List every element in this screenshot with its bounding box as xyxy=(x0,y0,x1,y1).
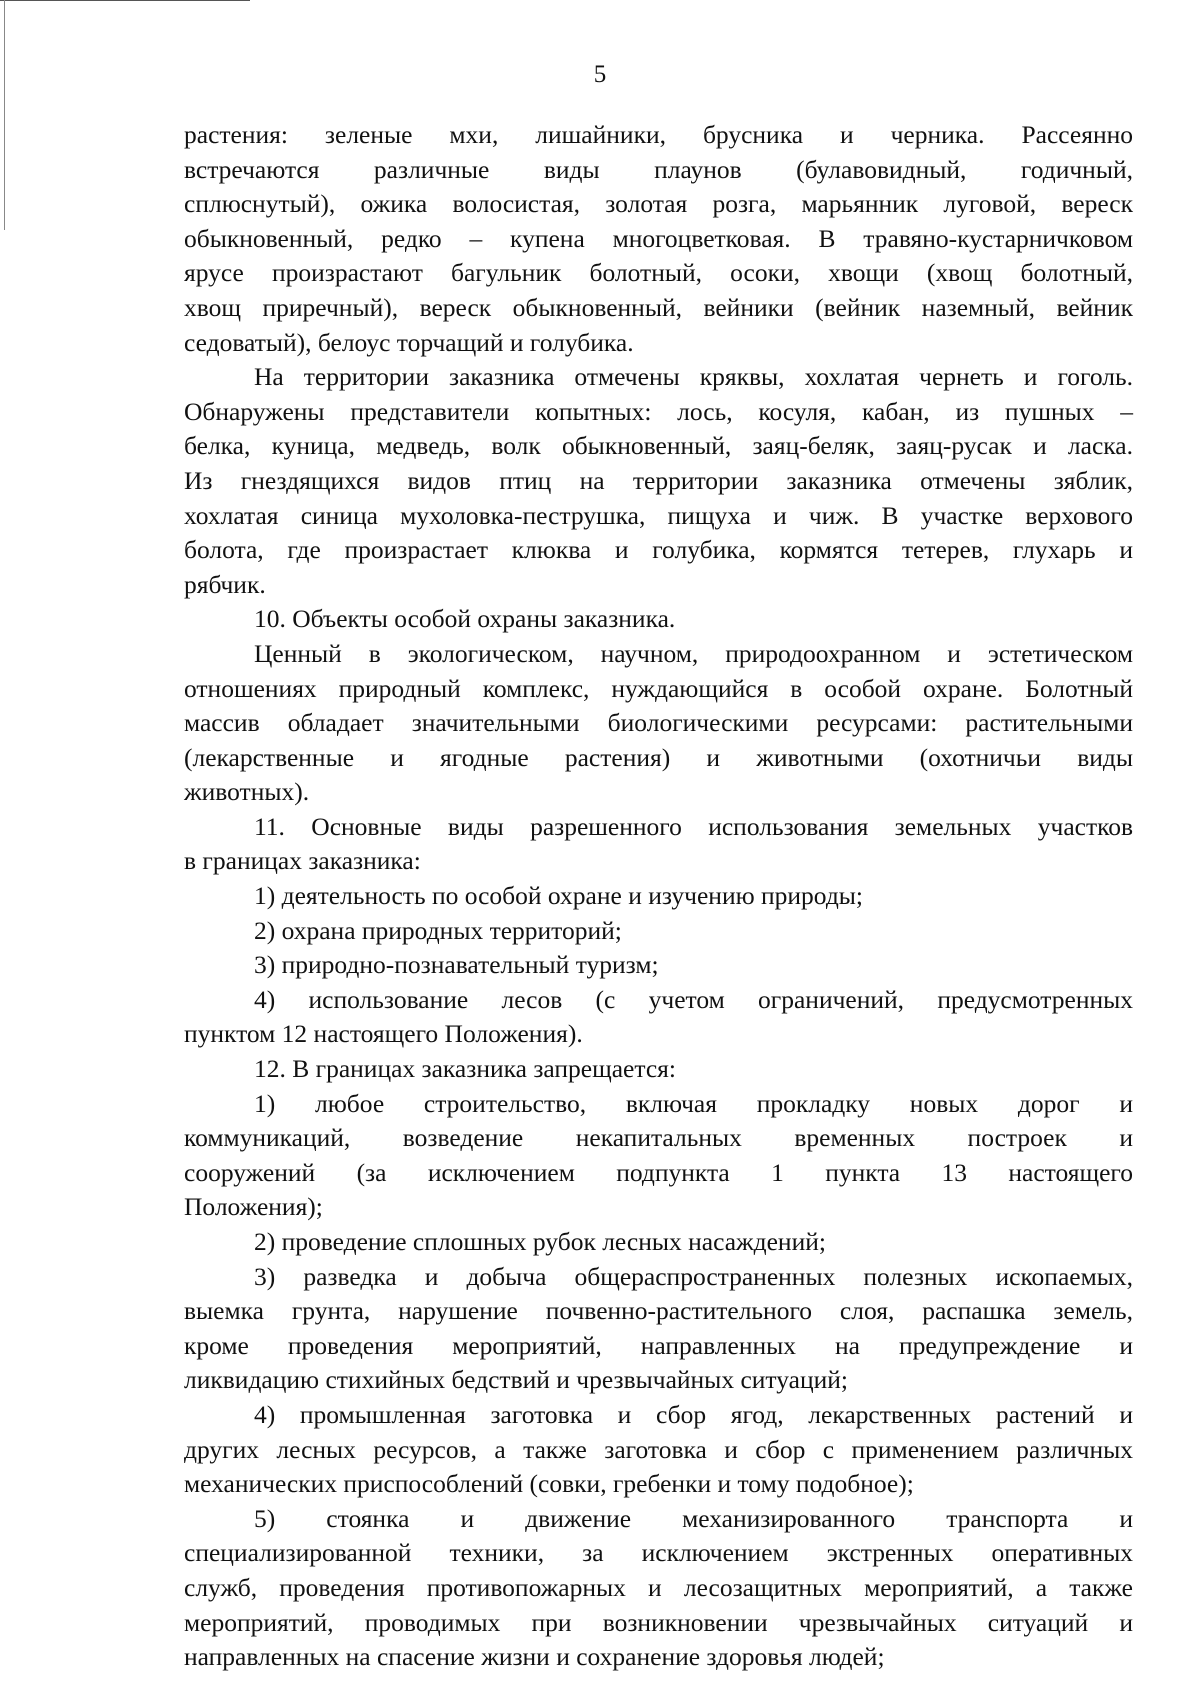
list-item xyxy=(184,1087,1133,1225)
text-line: специализированной техники, за исключением экстренных оперативных xyxy=(184,1538,1133,1568)
text-line: Положения); xyxy=(184,1192,323,1222)
list-item xyxy=(184,948,1133,983)
text-line: 4) использование лесов (с учетом ограничений, предусмотренных xyxy=(254,984,1133,1014)
text-line: седоватый), белоус торчащий и голубика. xyxy=(184,327,634,357)
text-line: Ценный в экологическом, научном, природоохранном и эстетическом xyxy=(254,638,1133,668)
text-line: Обнаружены представители копытных: лось, косуля, кабан, из пушных – xyxy=(184,396,1133,426)
list-item xyxy=(184,914,1133,949)
text-line: массив обладает значительными биологическими ресурсами: растительными xyxy=(184,708,1133,738)
text-line: 3) природно-познавательный туризм; xyxy=(254,950,659,980)
text-line: рябчик. xyxy=(184,569,266,599)
list-item xyxy=(184,879,1133,914)
text-line: служб, проведения противопожарных и лесозащитных мероприятий, а также xyxy=(184,1572,1133,1602)
text-line: 4) промышленная заготовка и сбор ягод, лекарственных растений и xyxy=(254,1399,1133,1429)
list-item xyxy=(184,983,1133,1052)
section-10-heading xyxy=(184,602,1133,637)
text-line: 11. Основные виды разрешенного использования земельных участков xyxy=(254,811,1133,841)
text-line: растения: зеленые мхи, лишайники, брусника и черника. Рассеянно xyxy=(184,120,1133,149)
list-item xyxy=(184,1398,1133,1502)
scan-edge-top xyxy=(0,0,250,1)
text-line: Из гнездящихся видов птиц на территории заказника отмечены зяблик, xyxy=(184,465,1133,495)
text-line: обыкновенный, редко – купена многоцветковая. В травяно-кустарничковом xyxy=(184,223,1133,253)
text-line: 10. Объекты особой охраны заказника. xyxy=(254,604,676,634)
text-line: механических приспособлений (совки, гребенки и тому подобное); xyxy=(184,1469,914,1499)
text-line: сооружений (за исключением подпункта 1 пункта 13 настоящего xyxy=(184,1157,1133,1187)
paragraph-flora xyxy=(184,118,1133,360)
text-line: направленных на спасение жизни и сохранение здоровья людей; xyxy=(184,1642,885,1672)
text-line: 1) деятельность по особой охране и изучению природы; xyxy=(254,881,864,911)
text-line: животных). xyxy=(184,777,310,807)
text-line: ярусе произрастают багульник болотный, осоки, хвощи (хвощ болотный, xyxy=(184,258,1133,288)
text-line: На территории заказника отмечены кряквы, хохлатая чернеть и гоголь. xyxy=(254,362,1133,392)
text-line: белка, куница, медведь, волк обыкновенный, заяц-беляк, заяц-русак и ласка. xyxy=(184,431,1133,461)
text-line: хохлатая синица мухоловка-пеструшка, пищуха и чиж. В участке верхового xyxy=(184,500,1133,530)
text-line: 2) охрана природных территорий; xyxy=(254,915,622,945)
text-line: 5) стоянка и движение механизированного транспорта и xyxy=(254,1503,1133,1533)
text-line: мероприятий, проводимых при возникновении чрезвычайных ситуаций и xyxy=(184,1607,1133,1637)
page-number: 5 xyxy=(593,61,607,88)
text-line: болота, где произрастает клюква и голубика, кормятся тетерев, глухарь и xyxy=(184,535,1133,565)
list-item xyxy=(184,1502,1133,1675)
text-line: коммуникаций, возведение некапитальных временных построек и xyxy=(184,1123,1133,1153)
list-item xyxy=(184,1260,1133,1398)
text-line: (лекарственные и ягодные растения) и животными (охотничьи виды xyxy=(184,742,1133,772)
text-line: в границах заказника: xyxy=(184,846,421,876)
text-line: отношениях природный комплекс, нуждающийся в особой охране. Болотный xyxy=(184,673,1133,703)
text-line: ликвидацию стихийных бедствий и чрезвычайных ситуаций; xyxy=(184,1365,848,1395)
text-line: хвощ приречный), вереск обыкновенный, вейники (вейник наземный, вейник xyxy=(184,292,1133,322)
text-line: выемка грунта, нарушение почвенно-растительного слоя, распашка земель, xyxy=(184,1296,1133,1326)
paragraph-protected-objects xyxy=(184,637,1133,810)
text-line: сплюснутый), ожика волосистая, золотая розга, марьянник луговой, вереск xyxy=(184,189,1133,219)
text-line: 12. В границах заказника запрещается: xyxy=(254,1054,676,1084)
text-line: встречаются различные виды плаунов (булавовидный, годичный, xyxy=(184,154,1133,184)
text-line: 1) любое строительство, включая прокладку новых дорог и xyxy=(254,1088,1133,1118)
section-11-heading xyxy=(184,810,1133,879)
text-line: других лесных ресурсов, а также заготовка и сбор с применением различных xyxy=(184,1434,1133,1464)
text-line: кроме проведения мероприятий, направленных на предупреждение и xyxy=(184,1330,1133,1360)
scan-edge-left xyxy=(4,0,5,230)
paragraph-fauna xyxy=(184,360,1133,602)
text-line: пунктом 12 настоящего Положения). xyxy=(184,1019,583,1049)
document-body xyxy=(184,118,1133,1675)
list-item xyxy=(184,1225,1133,1260)
text-line: 2) проведение сплошных рубок лесных насаждений; xyxy=(254,1227,826,1256)
section-12-heading xyxy=(184,1052,1133,1087)
text-line: 3) разведка и добыча общераспространенных полезных ископаемых, xyxy=(254,1261,1133,1291)
